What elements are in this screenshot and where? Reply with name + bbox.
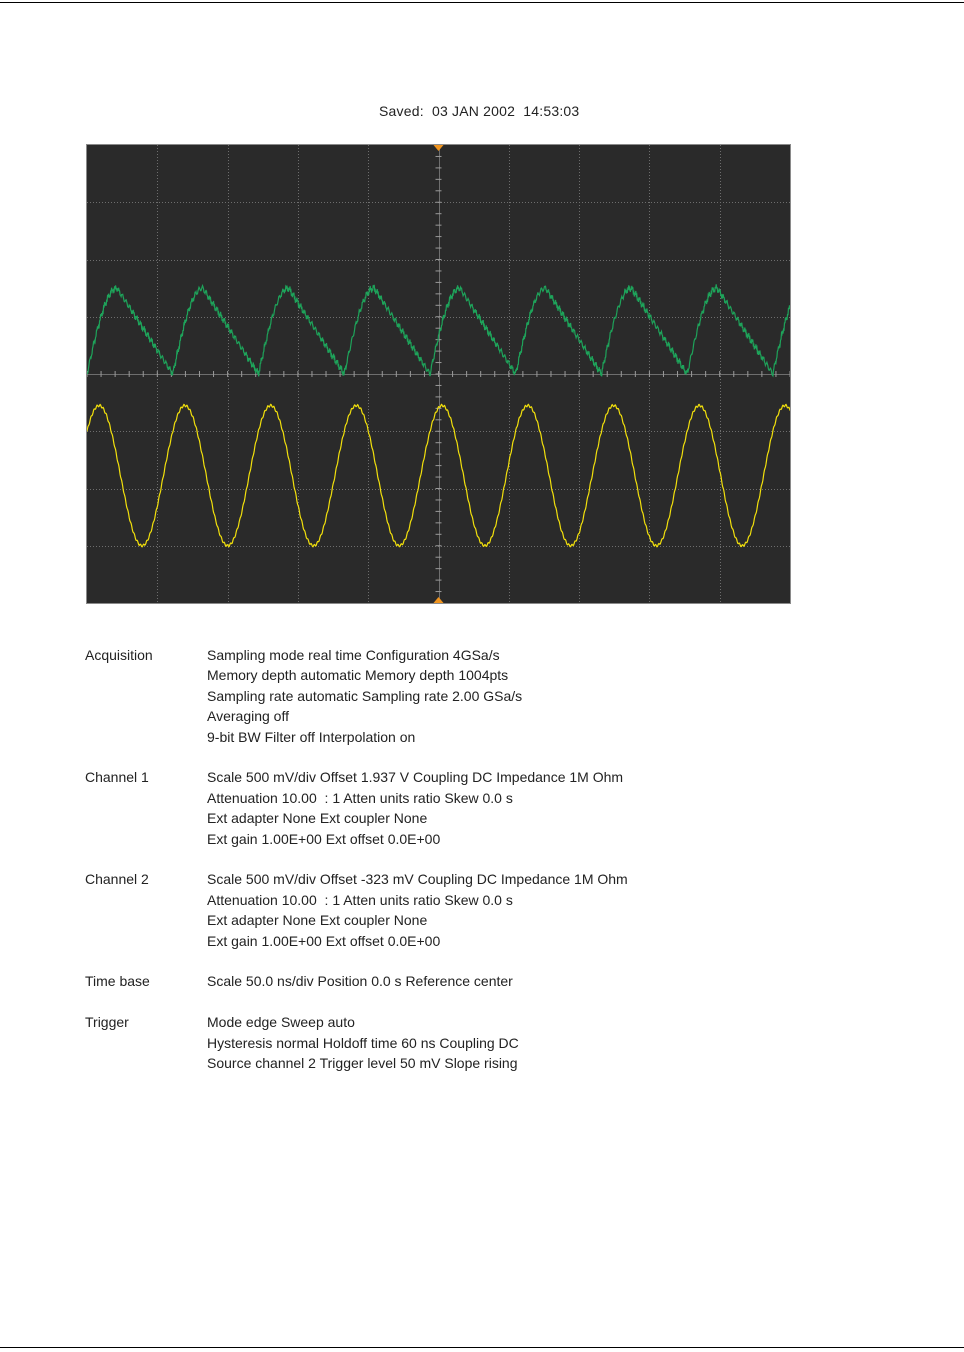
settings-line: Ext gain 1.00E+00 Ext offset 0.0E+00 [207, 932, 441, 949]
settings-group-label: Time base [85, 973, 150, 990]
oscilloscope-screen [86, 144, 791, 604]
settings-line: Mode edge Sweep auto [207, 1014, 355, 1031]
settings-line: 9-bit BW Filter off Interpolation on [207, 728, 416, 745]
settings-group-acquisition [85, 645, 628, 747]
settings-line: Ext adapter None Ext coupler None [207, 912, 428, 929]
settings-line: Scale 50.0 ns/div Position 0.0 s Reference center [207, 973, 513, 990]
trigger-position-marker-top [434, 145, 444, 151]
settings-line: Hysteresis normal Holdoff time 60 ns Coupling DC [207, 1034, 519, 1051]
settings-line: Attenuation 10.00 : 1 Atten units ratio Skew 0.0 s [207, 891, 513, 908]
settings-line: Sampling mode real time Configuration 4GSa/s [207, 647, 500, 663]
waveform-display [87, 145, 790, 603]
settings-group-label: Acquisition [85, 647, 153, 663]
settings-line: Sampling rate automatic Sampling rate 2.00 GSa/s [207, 687, 523, 704]
settings-line: Attenuation 10.00 : 1 Atten units ratio Skew 0.0 s [207, 789, 513, 806]
trigger-position-marker-bottom [434, 597, 444, 603]
settings-group-label: Channel 2 [85, 871, 149, 888]
settings-line: Scale 500 mV/div Offset 1.937 V Coupling DC Impedance 1M Ohm [207, 769, 624, 786]
settings-group-label: Trigger [85, 1014, 129, 1031]
settings-group-channel-1 [85, 767, 628, 849]
settings-line: Memory depth automatic Memory depth 1004pts [207, 667, 509, 684]
channel1-waveform [87, 404, 790, 546]
settings-group-channel-2 [85, 869, 628, 951]
settings-line: Scale 500 mV/div Offset -323 mV Coupling DC Impedance 1M Ohm [207, 871, 628, 888]
top-rule [0, 2, 964, 3]
settings-group-trigger [85, 1012, 628, 1073]
saved-timestamp: Saved: 03 JAN 2002 14:53:03 [379, 103, 580, 119]
settings-group-time-base [85, 971, 628, 991]
settings-group-label: Channel 1 [85, 769, 149, 786]
settings-line: Ext adapter None Ext coupler None [207, 810, 428, 827]
settings-summary [85, 645, 628, 1094]
settings-line: Source channel 2 Trigger level 50 mV Slope rising [207, 1055, 518, 1072]
bottom-rule [0, 1347, 964, 1348]
settings-line: Ext gain 1.00E+00 Ext offset 0.0E+00 [207, 830, 441, 847]
settings-line: Averaging off [207, 708, 289, 725]
